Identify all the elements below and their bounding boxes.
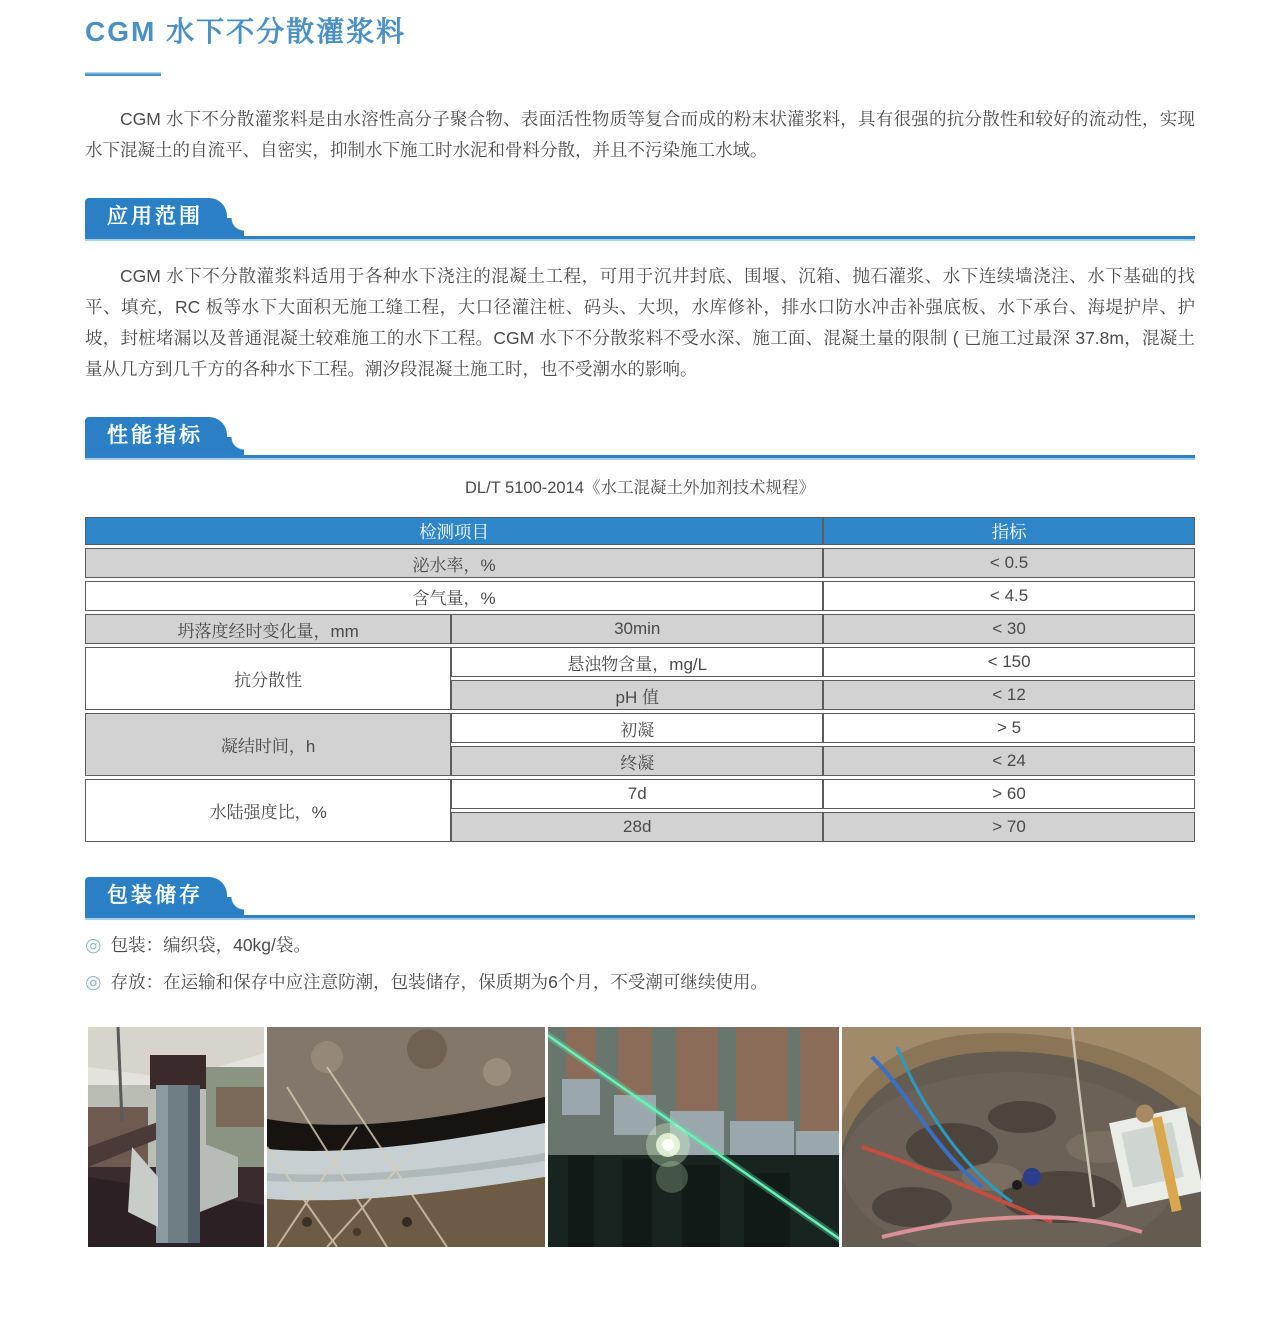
table-row (85, 713, 1195, 743)
item-cell: 泌水率，% (85, 548, 823, 578)
sub-cell: 初凝 (451, 713, 823, 743)
item-cell: 含气量，% (85, 581, 823, 611)
list-item (85, 932, 1195, 958)
group-cell: 抗分散性 (85, 647, 451, 710)
list-item (85, 969, 1195, 995)
performance-table (85, 514, 1195, 845)
section-performance-tab: 性能指标 (85, 417, 227, 455)
standard-caption: DL/T 5100-2014《水工混凝土外加剂技术规程》 (465, 479, 815, 497)
photo-pier-column (88, 1027, 264, 1247)
packaging-bullets (85, 932, 1195, 995)
double-circle-bullet-icon: ◎ (85, 971, 102, 993)
application-paragraph: CGM 水下不分散灌浆料适用于各种水下浇注的混凝土工程，可用于沉井封底、围堰、沉箱、抛石灌浆、水下连续墙浇注、水下基础的找平、填充，RC 板等水下大面积无施工缝工程，大口径灌注桩、码头、大坝，水库修补，排水口防水冲击补强底板、水下承台、海堤护岸、护坡，封桩堵漏以及普通混凝土较难施工的水下工程。CGM 水下不分散浆料不受水深、施工面、混凝土量的限制 ( 已施工过最深 37.8m，混凝土量从几方到几千方的各种水下工程。潮汐段混凝土施工时，也不受潮水的影响。 (85, 266, 1195, 379)
title-underline (85, 72, 161, 76)
group-cell: 水陆强度比，% (85, 779, 451, 842)
section-performance-header (85, 417, 1195, 458)
photo-underwater-piles-laser-art (548, 1027, 839, 1247)
value-cell: < 150 (823, 647, 1195, 677)
section-packaging-header (85, 877, 1195, 918)
value-cell: > 60 (823, 779, 1195, 809)
site-photo-strip (88, 1027, 1195, 1247)
sub-cell: 悬浊物含量，mg/L (451, 647, 823, 677)
double-circle-bullet-icon: ◎ (85, 934, 102, 956)
photo-caisson-topdown-art (842, 1027, 1201, 1247)
table-row (85, 647, 1195, 677)
table-row (85, 581, 1195, 611)
sub-cell: pH 值 (451, 680, 823, 710)
photo-underwater-piles-laser (548, 1027, 839, 1247)
table-header-value: 指标 (823, 517, 1195, 545)
group-cell: 凝结时间，h (85, 713, 451, 776)
section-packaging-tab: 包装储存 (85, 877, 227, 915)
photo-pier-column-art (88, 1027, 264, 1247)
table-header-row (85, 517, 1195, 545)
value-cell: < 4.5 (823, 581, 1195, 611)
sub-cell: 终凝 (451, 746, 823, 776)
section-packaging (85, 877, 1195, 995)
bullet-text: 存放：在运输和保存中应注意防潮，包装储存，保质期为6个月，不受潮可继续使用。 (110, 972, 768, 992)
section-performance (85, 417, 1195, 845)
item-cell: 坍落度经时变化量，mm (85, 614, 451, 644)
section-application-header (85, 198, 1195, 239)
photo-pile-collar (267, 1027, 545, 1247)
value-cell: > 70 (823, 812, 1195, 842)
section-application (85, 198, 1195, 385)
value-cell: < 0.5 (823, 548, 1195, 578)
table-row (85, 614, 1195, 644)
table-row (85, 779, 1195, 809)
value-cell: < 30 (823, 614, 1195, 644)
intro-paragraph: CGM 水下不分散灌浆料是由水溶性高分子聚合物、表面活性物质等复合而成的粉末状灌浆料，具有很强的抗分散性和较好的流动性，实现水下混凝土的自流平、自密实，抑制水下施工时水泥和骨料分散，并且不污染施工水域。 (85, 109, 1195, 160)
value-cell: < 24 (823, 746, 1195, 776)
photo-caisson-topdown (842, 1027, 1201, 1247)
photo-pile-collar-art (267, 1027, 545, 1247)
table-row (85, 548, 1195, 578)
sub-cell: 28d (451, 812, 823, 842)
page-title: CGM 水下不分散灌浆料 (85, 16, 407, 47)
bullet-text: 包装：编织袋，40kg/袋。 (110, 935, 311, 955)
sub-cell: 30min (451, 614, 823, 644)
sub-cell: 7d (451, 779, 823, 809)
table-header-item: 检测项目 (85, 517, 823, 545)
value-cell: < 12 (823, 680, 1195, 710)
value-cell: > 5 (823, 713, 1195, 743)
section-application-tab: 应用范围 (85, 198, 227, 236)
